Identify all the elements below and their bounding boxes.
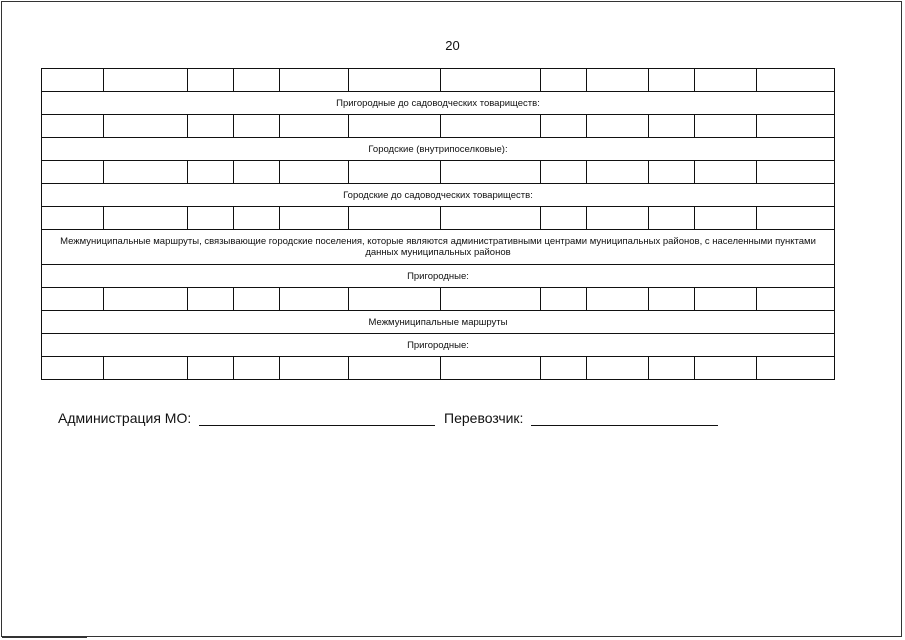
section-header-row [42, 138, 835, 161]
table-cell[interactable] [234, 288, 280, 311]
table-row [42, 357, 835, 380]
table-cell[interactable] [649, 115, 695, 138]
table-cell[interactable] [587, 69, 649, 92]
carrier-label: Перевозчик: [444, 410, 524, 426]
table-cell[interactable] [541, 357, 587, 380]
table-cell[interactable] [695, 357, 757, 380]
table-cell[interactable] [104, 357, 188, 380]
table-cell[interactable] [757, 115, 835, 138]
table-cell[interactable] [188, 357, 234, 380]
table-cell[interactable] [695, 207, 757, 230]
table-cell[interactable] [42, 69, 104, 92]
table-cell[interactable] [587, 207, 649, 230]
table-cell[interactable] [280, 69, 349, 92]
table-cell[interactable] [349, 115, 441, 138]
section-header-row [42, 92, 835, 115]
table-cell[interactable] [541, 288, 587, 311]
admin-label: Администрация МО: [58, 410, 192, 426]
table-cell[interactable] [104, 161, 188, 184]
table-cell[interactable] [441, 161, 541, 184]
table-cell[interactable] [280, 115, 349, 138]
table-cell[interactable] [349, 288, 441, 311]
table-cell[interactable] [441, 115, 541, 138]
table-cell[interactable] [587, 288, 649, 311]
page-number: 20 [445, 38, 460, 53]
table-cell[interactable] [695, 69, 757, 92]
admin-signature-line[interactable] [199, 411, 435, 426]
table-cell[interactable] [541, 69, 587, 92]
section-header: Пригородные: [42, 265, 835, 288]
table-cell[interactable] [234, 207, 280, 230]
table-cell[interactable] [42, 288, 104, 311]
table-cell[interactable] [42, 357, 104, 380]
table-cell[interactable] [42, 161, 104, 184]
table-cell[interactable] [587, 115, 649, 138]
table-cell[interactable] [649, 161, 695, 184]
table-row [42, 69, 835, 92]
table-cell[interactable] [757, 288, 835, 311]
table-cell[interactable] [349, 357, 441, 380]
table-cell[interactable] [280, 288, 349, 311]
table-cell[interactable] [695, 115, 757, 138]
table-cell[interactable] [234, 69, 280, 92]
table-cell[interactable] [541, 207, 587, 230]
table-cell[interactable] [104, 207, 188, 230]
table-cell[interactable] [280, 207, 349, 230]
table-cell[interactable] [280, 161, 349, 184]
table-cell[interactable] [234, 161, 280, 184]
table-row [42, 161, 835, 184]
signature-block [58, 410, 718, 426]
carrier-signature-line[interactable] [531, 411, 718, 426]
section-header-row [42, 334, 835, 357]
table-cell[interactable] [695, 288, 757, 311]
table-cell[interactable] [188, 161, 234, 184]
table-cell[interactable] [188, 207, 234, 230]
table-cell[interactable] [188, 288, 234, 311]
table-cell[interactable] [587, 161, 649, 184]
section-header: Межмуниципальные маршруты, связывающие городские поселения, которые являются административными центрами муниципальных районов, с населенными пунктами данных муниципальных районов [42, 230, 835, 265]
table-cell[interactable] [541, 161, 587, 184]
section-header: Пригородные: [42, 334, 835, 357]
table-cell[interactable] [280, 357, 349, 380]
section-header-row [42, 311, 835, 334]
table-cell[interactable] [42, 207, 104, 230]
table-cell[interactable] [104, 69, 188, 92]
table-cell[interactable] [42, 115, 104, 138]
table-cell[interactable] [349, 161, 441, 184]
section-header: Межмуниципальные маршруты [42, 311, 835, 334]
table-row [42, 115, 835, 138]
table-cell[interactable] [649, 69, 695, 92]
table-cell[interactable] [757, 161, 835, 184]
table-cell[interactable] [104, 288, 188, 311]
section-header-row [42, 265, 835, 288]
table-cell[interactable] [234, 357, 280, 380]
table-cell[interactable] [441, 288, 541, 311]
section-header-row [42, 184, 835, 207]
table-cell[interactable] [757, 207, 835, 230]
table-cell[interactable] [234, 115, 280, 138]
section-header: Городские (внутрипоселковые): [42, 138, 835, 161]
section-header: Городские до садоводческих товариществ: [42, 184, 835, 207]
table-cell[interactable] [441, 69, 541, 92]
section-header-row [42, 230, 835, 265]
table-cell[interactable] [587, 357, 649, 380]
table-row [42, 207, 835, 230]
corner-mark [2, 637, 87, 638]
table-cell[interactable] [649, 207, 695, 230]
table-cell[interactable] [349, 69, 441, 92]
table-cell[interactable] [757, 357, 835, 380]
routes-table [41, 68, 835, 380]
table-cell[interactable] [695, 161, 757, 184]
table-cell[interactable] [441, 357, 541, 380]
table-cell[interactable] [541, 115, 587, 138]
table-cell[interactable] [649, 288, 695, 311]
table-cell[interactable] [757, 69, 835, 92]
table-row [42, 288, 835, 311]
section-header: Пригородные до садоводческих товариществ: [42, 92, 835, 115]
table-cell[interactable] [649, 357, 695, 380]
table-cell[interactable] [441, 207, 541, 230]
table-cell[interactable] [188, 69, 234, 92]
table-cell[interactable] [349, 207, 441, 230]
table-cell[interactable] [104, 115, 188, 138]
table-cell[interactable] [188, 115, 234, 138]
